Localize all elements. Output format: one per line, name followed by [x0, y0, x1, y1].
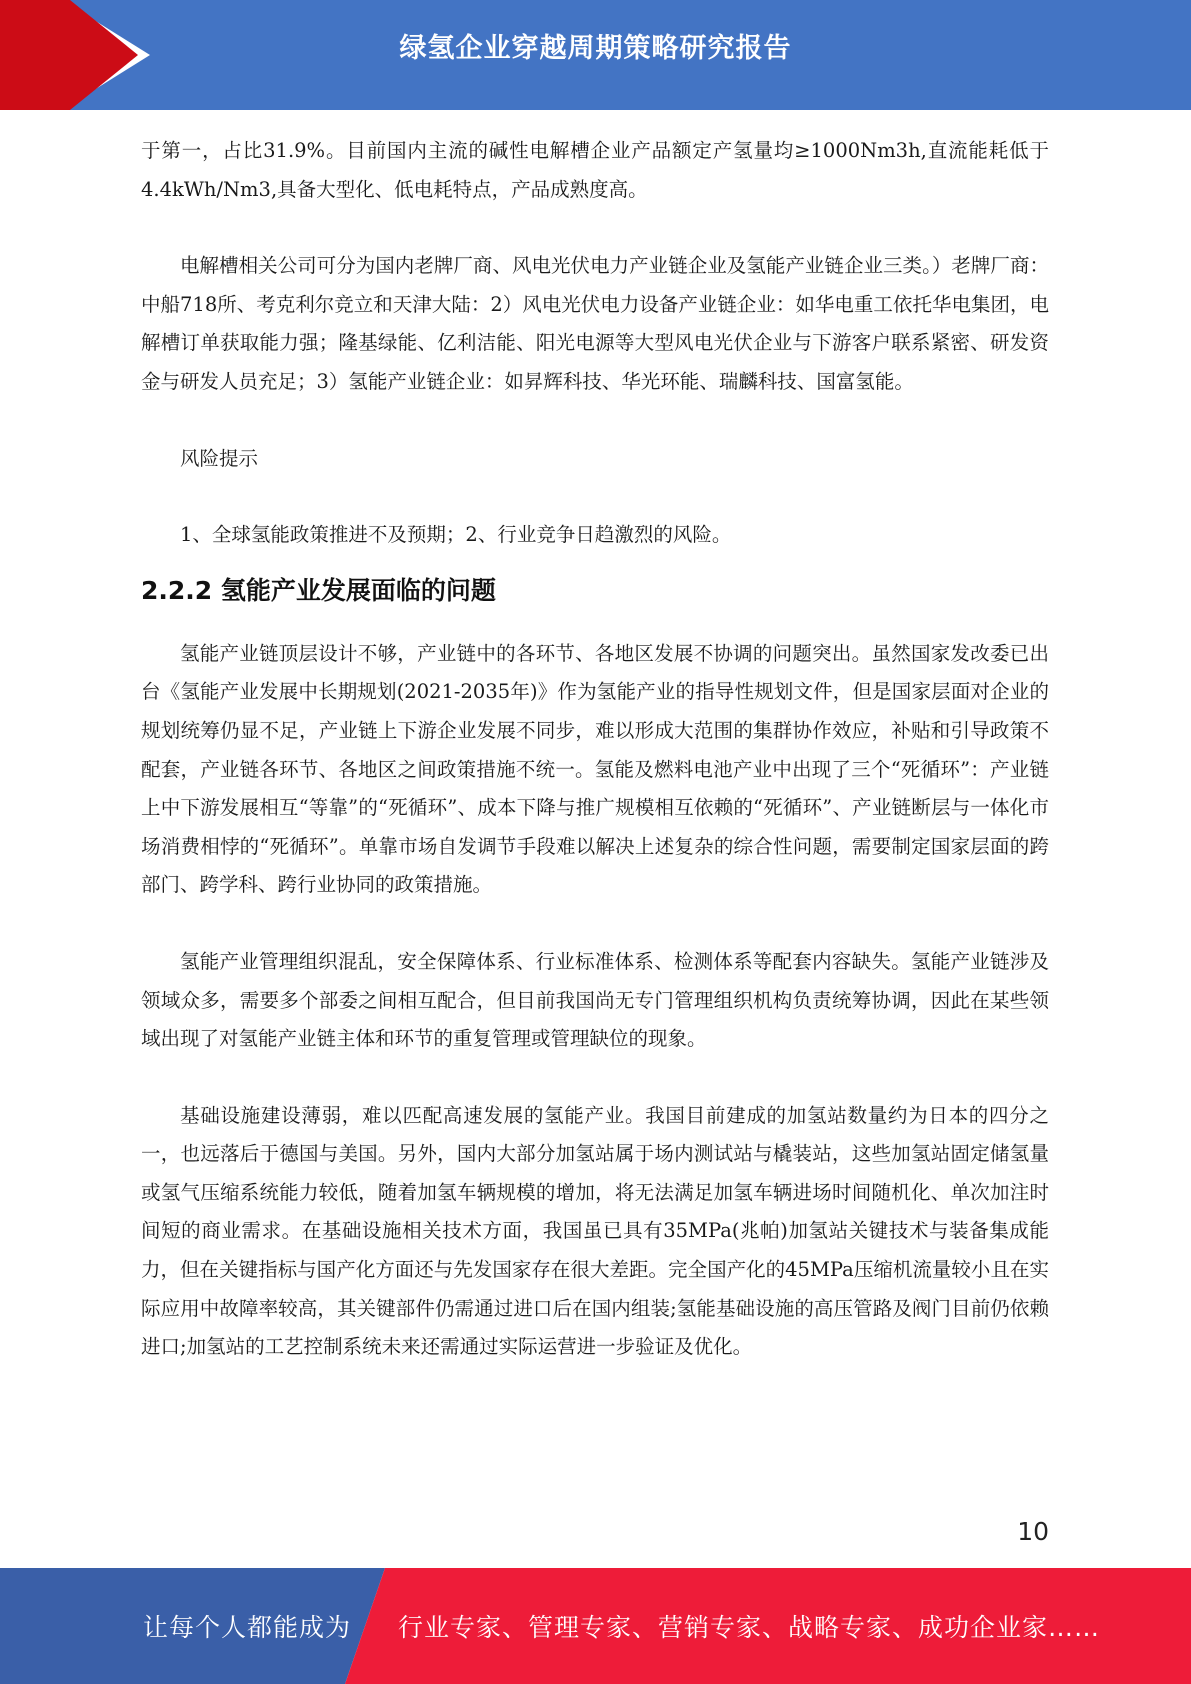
footer-slogan-right: 行业专家、管理专家、营销专家、战略专家、成功企业家…… [398, 1613, 1101, 1642]
footer-slogan-left: 让每个人都能成为 [143, 1613, 352, 1642]
page-body [141, 132, 1049, 1367]
report-title: 绿氢企业穿越周期策略研究报告 [399, 33, 792, 64]
page-number: 10 [1017, 1517, 1049, 1546]
page-footer [0, 1568, 1191, 1684]
paragraph-top-level-design: 氢能产业链顶层设计不够，产业链中的各环节、各地区发展不协调的问题突出。虽然国家发改委已出台《氢能产业发展中长期规划(2021-2035年)》作为氢能产业的指导性规划文件，但是国家层面对企业的规划统筹仍显不足，产业链上下游企业发展不同步，难以形成大范围的集群协作效应，补贴和引导政策不配套，产业链各环节、各地区之间政策措施不统一。氢能及燃料电池产业中出现了三个“死循环”：产业链上中下游发展相互“等靠”的“死循环”、成本下降与推广规模相互依赖的“死循环”、产业链断层与一体化市场消费相悖的“死循环”。单靠市场自发调节手段难以解决上述复杂的综合性问题，需要制定国家层面的跨部门、跨学科、跨行业协同的政策措施。 [141, 641, 1049, 897]
paragraph-continuation: 于第一，占比31.9%。目前国内主流的碱性电解槽企业产品额定产氢量均≥1000Nm3h,直流能耗低于4.4kWh/Nm3,具备大型化、低电耗特点，产品成熟度高。 [141, 139, 1049, 201]
paragraph-management: 氢能产业管理组织混乱，安全保障体系、行业标准体系、检测体系等配套内容缺失。氢能产业链涉及领域众多，需要多个部委之间相互配合，但目前我国尚无专门管理组织机构负责统筹协调，因此在某些领域出现了对氢能产业链主体和环节的重复管理或管理缺位的现象。 [141, 949, 1049, 1051]
paragraph-electrolyzer-companies: 电解槽相关公司可分为国内老牌厂商、风电光伏电力产业链企业及氢能产业链企业三类。）老牌厂商：中船718所、考克利尔竞立和天津大陆：2）风电光伏电力设备产业链企业：如华电重工依托华电集团，电解槽订单获取能力强；隆基绿能、亿利洁能、阳光电源等大型风电光伏企业与下游客户联系紧密、研发资金与研发人员充足；3）氢能产业链企业：如昇辉科技、华光环能、瑞麟科技、国富氢能。 [141, 254, 1049, 393]
paragraph-infrastructure: 基础设施建设薄弱，难以匹配高速发展的氢能产业。我国目前建成的加氢站数量约为日本的四分之一，也远落后于德国与美国。另外，国内大部分加氢站属于场内测试站与橇装站，这些加氢站固定储氢量或氢气压缩系统能力较低，随着加氢车辆规模的增加，将无法满足加氢车辆进场时间随机化、单次加注时间短的商业需求。在基础设施相关技术方面，我国虽已具有35MPa(兆帕)加氢站关键技术与装备集成能力，但在关键指标与国产化方面还与先发国家存在很大差距。完全国产化的45MPa压缩机流量较小且在实际应用中故障率较高，其关键部件仍需通过进口后在国内组装;氢能基础设施的高压管路及阀门目前仍依赖进口;加氢站的工艺控制系统未来还需通过实际运营进一步验证及优化。 [141, 1103, 1049, 1359]
risk-text: 1、全球氢能政策推进不及预期；2、行业竞争日趋激烈的风险。 [180, 523, 732, 547]
page-header [0, 0, 1191, 110]
section-heading: 2.2.2 氢能产业发展面临的问题 [141, 575, 496, 605]
risk-title: 风险提示 [180, 446, 259, 470]
